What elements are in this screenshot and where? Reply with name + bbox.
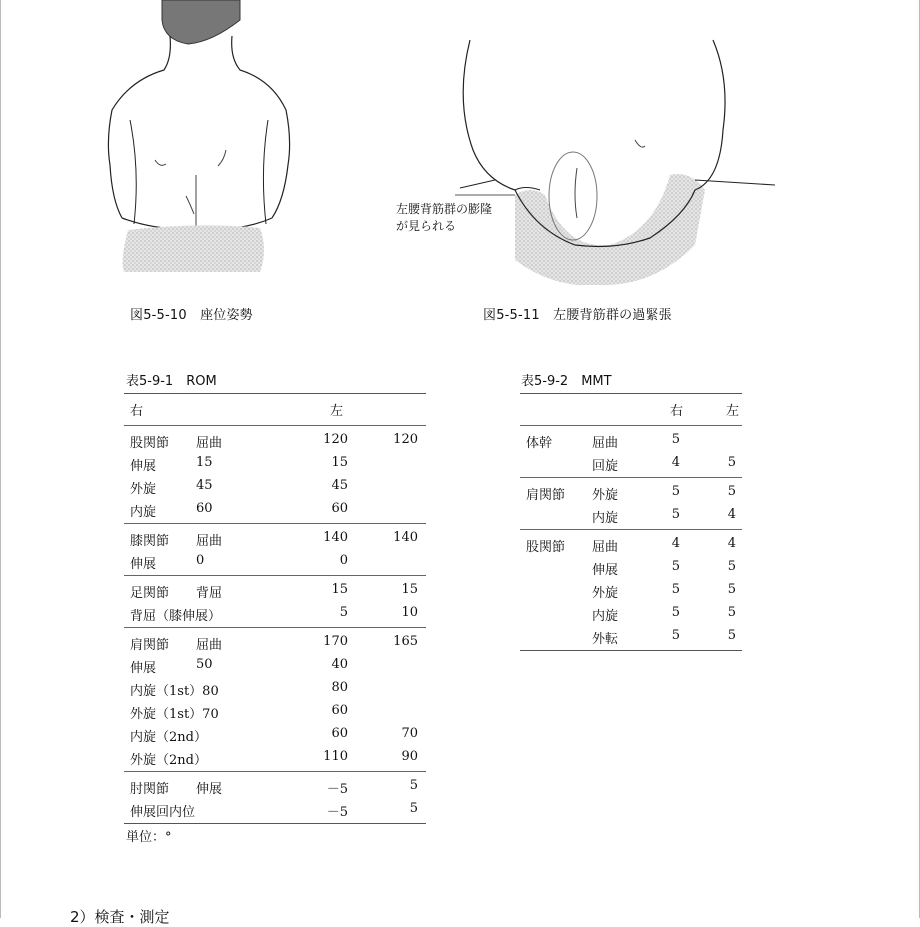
table-row [520, 429, 742, 452]
row-right-value: 4 [671, 455, 680, 470]
table-row-group [124, 771, 426, 824]
row-left-value: 120 [393, 432, 418, 447]
row-left-value: 90 [401, 749, 418, 764]
row-left-value: 4 [727, 536, 736, 551]
row-right-value: 60 [331, 703, 348, 718]
row-right-value: 60 [331, 501, 348, 516]
row-part: 背屈（膝伸展） [130, 609, 222, 624]
rom-table-title: 表5-9-1 ROM [126, 374, 217, 389]
table-row [520, 556, 742, 579]
row-left-value: 4 [727, 507, 736, 522]
table-row-group [124, 425, 426, 523]
annotation-line-2: が見られる [396, 219, 457, 233]
row-left-value: 10 [401, 605, 418, 620]
row-part: 内旋 [130, 505, 157, 520]
row-left-value: 165 [393, 634, 418, 649]
table-row [124, 631, 426, 654]
row-right-value: 5 [671, 582, 680, 597]
table-row [124, 798, 426, 821]
row-right-value: 5 [671, 507, 680, 522]
header-left-label: 左 [330, 404, 344, 419]
row-motion: 15 [196, 455, 213, 470]
table-row-group [520, 529, 742, 651]
table-header-row [124, 393, 426, 425]
figure-caption-1: 図5-5-10 座位姿勢 [130, 308, 253, 323]
row-right-value: 120 [323, 432, 348, 447]
table-row [124, 654, 426, 677]
row-left-value: 5 [727, 484, 736, 499]
table-row-group [520, 425, 742, 477]
row-part: 外旋（2nd） [130, 753, 207, 768]
table-row [124, 550, 426, 573]
table-row [520, 504, 742, 527]
row-right-value: 40 [331, 657, 348, 672]
row-left-value: 5 [727, 455, 736, 470]
row-motion: 伸展 [592, 563, 619, 578]
row-right-value: 45 [331, 478, 348, 493]
row-motion: 回旋 [592, 459, 619, 474]
table-row [520, 481, 742, 504]
row-left-value: 5 [727, 582, 736, 597]
row-part: 伸展 [130, 557, 157, 572]
table-row [520, 533, 742, 556]
row-right-value: 5 [671, 559, 680, 574]
mmt-table-title: 表5-9-2 MMT [521, 374, 612, 389]
table-row [124, 775, 426, 798]
row-right-value: －5 [326, 782, 348, 797]
row-right-value: 15 [331, 455, 348, 470]
row-part: 肩関節 [526, 488, 566, 503]
row-part: 股関節 [130, 436, 170, 451]
row-part: 伸展 [130, 661, 157, 676]
row-left-value: 5 [727, 559, 736, 574]
row-motion: 屈曲 [592, 540, 619, 555]
row-right-value: 4 [671, 536, 680, 551]
table-row [520, 602, 742, 625]
row-right-value: －5 [326, 805, 348, 820]
row-motion: 屈曲 [196, 534, 223, 549]
row-motion: 45 [196, 478, 213, 493]
row-right-value: 110 [323, 749, 348, 764]
row-left-value: 5 [727, 605, 736, 620]
table-row [124, 723, 426, 746]
row-right-value: 15 [331, 582, 348, 597]
table-row [124, 527, 426, 550]
table-row [124, 602, 426, 625]
figure-caption-2: 図5-5-11 左腰背筋群の過緊張 [483, 308, 672, 323]
table-row-group [520, 477, 742, 529]
header-left-label: 左 [726, 404, 740, 419]
table-row [520, 452, 742, 475]
seated-posture-illustration [100, 0, 300, 285]
row-part: 外旋（1st）70 [130, 707, 219, 722]
rom-unit-note: 単位：° [126, 830, 172, 845]
row-part: 肘関節 [130, 782, 170, 797]
table-row-group [124, 523, 426, 575]
row-left-value: 140 [393, 530, 418, 545]
lumbar-muscle-tension-illustration [455, 0, 785, 285]
table-header-row [520, 393, 742, 425]
row-right-value: 170 [323, 634, 348, 649]
row-right-value: 80 [331, 680, 348, 695]
row-left-value: 5 [409, 801, 418, 816]
row-motion: 屈曲 [196, 436, 223, 451]
table-row [124, 677, 426, 700]
annotation-line-1: 左腰背筋群の膨隆 [396, 202, 493, 216]
row-motion: 背屈 [196, 586, 223, 601]
row-part: 外旋 [130, 482, 157, 497]
row-left-value: 5 [727, 628, 736, 643]
table-row [124, 498, 426, 521]
row-part: 伸展 [130, 459, 157, 474]
row-motion: 屈曲 [592, 436, 619, 451]
row-right-value: 60 [331, 726, 348, 741]
row-right-value: 5 [339, 605, 348, 620]
row-left-value: 5 [409, 778, 418, 793]
table-row-group [124, 575, 426, 627]
row-right-value: 0 [339, 553, 348, 568]
row-motion: 0 [196, 553, 205, 568]
row-motion: 内旋 [592, 609, 619, 624]
table-row [520, 579, 742, 602]
row-motion: 屈曲 [196, 638, 223, 653]
row-motion: 伸展 [196, 782, 223, 797]
row-part: 足関節 [130, 586, 170, 601]
table-row [124, 746, 426, 769]
row-motion: 外転 [592, 632, 619, 647]
header-right-label: 右 [130, 404, 144, 419]
row-part: 伸展回内位 [130, 805, 196, 820]
row-right-value: 5 [671, 628, 680, 643]
row-part: 股関節 [526, 540, 566, 555]
header-right-label: 右 [670, 404, 684, 419]
mmt-table [520, 393, 742, 651]
row-right-value: 5 [671, 484, 680, 499]
rom-table [124, 393, 426, 824]
row-part: 内旋（1st）80 [130, 684, 219, 699]
table-row [124, 579, 426, 602]
row-part: 膝関節 [130, 534, 170, 549]
row-left-value: 70 [401, 726, 418, 741]
row-right-value: 140 [323, 530, 348, 545]
row-right-value: 5 [671, 432, 680, 447]
table-row-group [124, 627, 426, 771]
section-heading: 2）検査・測定 [70, 908, 170, 926]
table-row [124, 429, 426, 452]
row-part: 体幹 [526, 436, 553, 451]
row-part: 肩関節 [130, 638, 170, 653]
row-motion: 外旋 [592, 488, 619, 503]
figure-annotation [396, 201, 492, 235]
row-motion: 外旋 [592, 586, 619, 601]
row-left-value: 15 [401, 582, 418, 597]
row-motion: 60 [196, 501, 213, 516]
table-row [124, 700, 426, 723]
row-part: 内旋（2nd） [130, 730, 207, 745]
row-motion: 内旋 [592, 511, 619, 526]
row-motion: 50 [196, 657, 213, 672]
table-row [520, 625, 742, 648]
row-right-value: 5 [671, 605, 680, 620]
table-row [124, 452, 426, 475]
table-row [124, 475, 426, 498]
